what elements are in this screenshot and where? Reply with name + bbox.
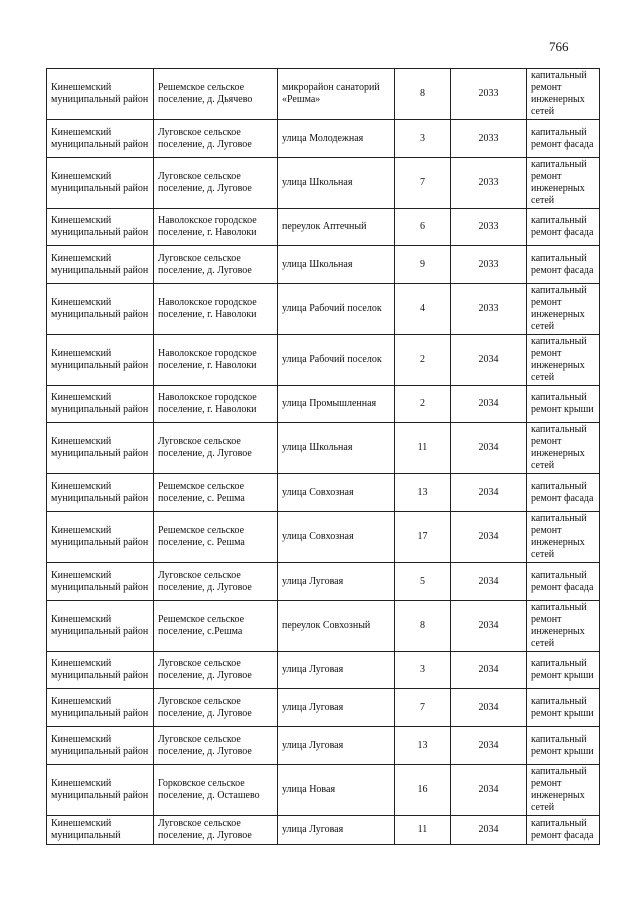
settlement-cell: Решемское сельское поселение, с. Решма (154, 512, 278, 563)
district-cell: Кинешемский муниципальный район (47, 158, 154, 209)
district-cell: Кинешемский муниципальный район (47, 727, 154, 765)
work-type-cell: капитальный ремонт крыши (527, 386, 600, 423)
table-row (47, 474, 600, 512)
table-row (47, 652, 600, 689)
district-cell: Кинешемский муниципальный район (47, 652, 154, 689)
street-cell: улица Луговая (278, 816, 395, 845)
table-row (47, 816, 600, 845)
table-row (47, 386, 600, 423)
settlement-cell: Луговское сельское поселение, д. Луговое (154, 652, 278, 689)
year-cell: 2033 (451, 209, 527, 246)
work-type-cell: капитальный ремонт инженерных сетей (527, 284, 600, 335)
settlement-cell: Луговское сельское поселение, д. Луговое (154, 563, 278, 601)
year-cell: 2034 (451, 689, 527, 727)
street-cell: улица Школьная (278, 246, 395, 284)
house-number-cell: 2 (395, 335, 451, 386)
street-cell: улица Луговая (278, 652, 395, 689)
house-number-cell: 16 (395, 765, 451, 816)
year-cell: 2034 (451, 386, 527, 423)
settlement-cell: Луговское сельское поселение, д. Луговое (154, 120, 278, 158)
settlement-cell: Луговское сельское поселение, д. Луговое (154, 246, 278, 284)
house-number-cell: 11 (395, 816, 451, 845)
settlement-cell: Луговское сельское поселение, д. Луговое (154, 727, 278, 765)
district-cell: Кинешемский муниципальный район (47, 563, 154, 601)
table-row (47, 335, 600, 386)
house-number-cell: 13 (395, 474, 451, 512)
district-cell: Кинешемский муниципальный район (47, 512, 154, 563)
settlement-cell: Наволокское городское поселение, г. Наволоки (154, 284, 278, 335)
work-type-cell: капитальный ремонт фасада (527, 474, 600, 512)
street-cell: улица Совхозная (278, 512, 395, 563)
year-cell: 2034 (451, 512, 527, 563)
work-type-cell: капитальный ремонт фасада (527, 120, 600, 158)
year-cell: 2033 (451, 69, 527, 120)
district-cell: Кинешемский муниципальный район (47, 284, 154, 335)
year-cell: 2034 (451, 335, 527, 386)
year-cell: 2034 (451, 474, 527, 512)
year-cell: 2034 (451, 816, 527, 845)
district-cell: Кинешемский муниципальный район (47, 765, 154, 816)
work-type-cell: капитальный ремонт инженерных сетей (527, 158, 600, 209)
house-number-cell: 6 (395, 209, 451, 246)
street-cell: улица Промышленная (278, 386, 395, 423)
house-number-cell: 7 (395, 158, 451, 209)
work-type-cell: капитальный ремонт инженерных сетей (527, 335, 600, 386)
table-row (47, 765, 600, 816)
street-cell: улица Школьная (278, 423, 395, 474)
work-type-cell: капитальный ремонт крыши (527, 689, 600, 727)
house-number-cell: 17 (395, 512, 451, 563)
district-cell: Кинешемский муниципальный район (47, 386, 154, 423)
district-cell: Кинешемский муниципальный район (47, 601, 154, 652)
settlement-cell: Наволокское городское поселение, г. Наволоки (154, 386, 278, 423)
page-number: 766 (549, 39, 569, 54)
settlement-cell: Решемское сельское поселение, с.Решма (154, 601, 278, 652)
work-type-cell: капитальный ремонт фасада (527, 246, 600, 284)
district-cell: Кинешемский муниципальный район (47, 69, 154, 120)
year-cell: 2034 (451, 563, 527, 601)
settlement-cell: Решемское сельское поселение, с. Решма (154, 474, 278, 512)
table-row (47, 727, 600, 765)
work-type-cell: капитальный ремонт фасада (527, 563, 600, 601)
street-cell: улица Совхозная (278, 474, 395, 512)
work-type-cell: капитальный ремонт фасада (527, 209, 600, 246)
settlement-cell: Наволокское городское поселение, г. Наволоки (154, 209, 278, 246)
district-cell: Кинешемский муниципальный район (47, 335, 154, 386)
year-cell: 2034 (451, 765, 527, 816)
table-row (47, 158, 600, 209)
settlement-cell: Луговское сельское поселение, д. Луговое (154, 689, 278, 727)
year-cell: 2033 (451, 120, 527, 158)
street-cell: улица Школьная (278, 158, 395, 209)
district-cell: Кинешемский муниципальный район (47, 689, 154, 727)
register-table-body (47, 69, 600, 845)
work-type-cell: капитальный ремонт фасада (527, 816, 600, 845)
street-cell: улица Луговая (278, 563, 395, 601)
house-number-cell: 7 (395, 689, 451, 727)
street-cell: улица Молодежная (278, 120, 395, 158)
house-number-cell: 8 (395, 69, 451, 120)
table-row (47, 120, 600, 158)
table-row (47, 209, 600, 246)
settlement-cell: Луговское сельское поселение, д. Луговое (154, 158, 278, 209)
district-cell: Кинешемский муниципальный район (47, 120, 154, 158)
work-type-cell: капитальный ремонт крыши (527, 652, 600, 689)
district-cell: Кинешемский муниципальный район (47, 209, 154, 246)
settlement-cell: Горковское сельское поселение, д. Осташево (154, 765, 278, 816)
district-cell: Кинешемский муниципальный район (47, 474, 154, 512)
table-row (47, 689, 600, 727)
table-row (47, 246, 600, 284)
table-row (47, 423, 600, 474)
street-cell: улица Луговая (278, 689, 395, 727)
year-cell: 2033 (451, 284, 527, 335)
year-cell: 2033 (451, 158, 527, 209)
work-type-cell: капитальный ремонт крыши (527, 727, 600, 765)
house-number-cell: 11 (395, 423, 451, 474)
settlement-cell: Луговское сельское поселение, д. Луговое (154, 423, 278, 474)
street-cell: улица Рабочий поселок (278, 284, 395, 335)
house-number-cell: 3 (395, 120, 451, 158)
district-cell: Кинешемский муниципальный район (47, 423, 154, 474)
work-type-cell: капитальный ремонт инженерных сетей (527, 69, 600, 120)
settlement-cell: Решемское сельское поселение, д. Дьячево (154, 69, 278, 120)
street-cell: улица Новая (278, 765, 395, 816)
house-number-cell: 8 (395, 601, 451, 652)
settlement-cell: Луговское сельское поселение, д. Луговое (154, 816, 278, 845)
street-cell: переулок Совхозный (278, 601, 395, 652)
table-row (47, 601, 600, 652)
table-row (47, 563, 600, 601)
year-cell: 2034 (451, 601, 527, 652)
settlement-cell: Наволокское городское поселение, г. Наволоки (154, 335, 278, 386)
table-row (47, 69, 600, 120)
house-number-cell: 5 (395, 563, 451, 601)
street-cell: улица Рабочий поселок (278, 335, 395, 386)
work-type-cell: капитальный ремонт инженерных сетей (527, 765, 600, 816)
register-table (46, 68, 600, 845)
table-row (47, 284, 600, 335)
street-cell: микрорайон санаторий «Решма» (278, 69, 395, 120)
street-cell: улица Луговая (278, 727, 395, 765)
work-type-cell: капитальный ремонт инженерных сетей (527, 423, 600, 474)
work-type-cell: капитальный ремонт инженерных сетей (527, 512, 600, 563)
year-cell: 2034 (451, 423, 527, 474)
district-cell: Кинешемский муниципальный (47, 816, 154, 845)
year-cell: 2034 (451, 727, 527, 765)
table-row (47, 512, 600, 563)
house-number-cell: 4 (395, 284, 451, 335)
year-cell: 2033 (451, 246, 527, 284)
house-number-cell: 3 (395, 652, 451, 689)
house-number-cell: 13 (395, 727, 451, 765)
work-type-cell: капитальный ремонт инженерных сетей (527, 601, 600, 652)
house-number-cell: 9 (395, 246, 451, 284)
house-number-cell: 2 (395, 386, 451, 423)
district-cell: Кинешемский муниципальный район (47, 246, 154, 284)
year-cell: 2034 (451, 652, 527, 689)
street-cell: переулок Аптечный (278, 209, 395, 246)
